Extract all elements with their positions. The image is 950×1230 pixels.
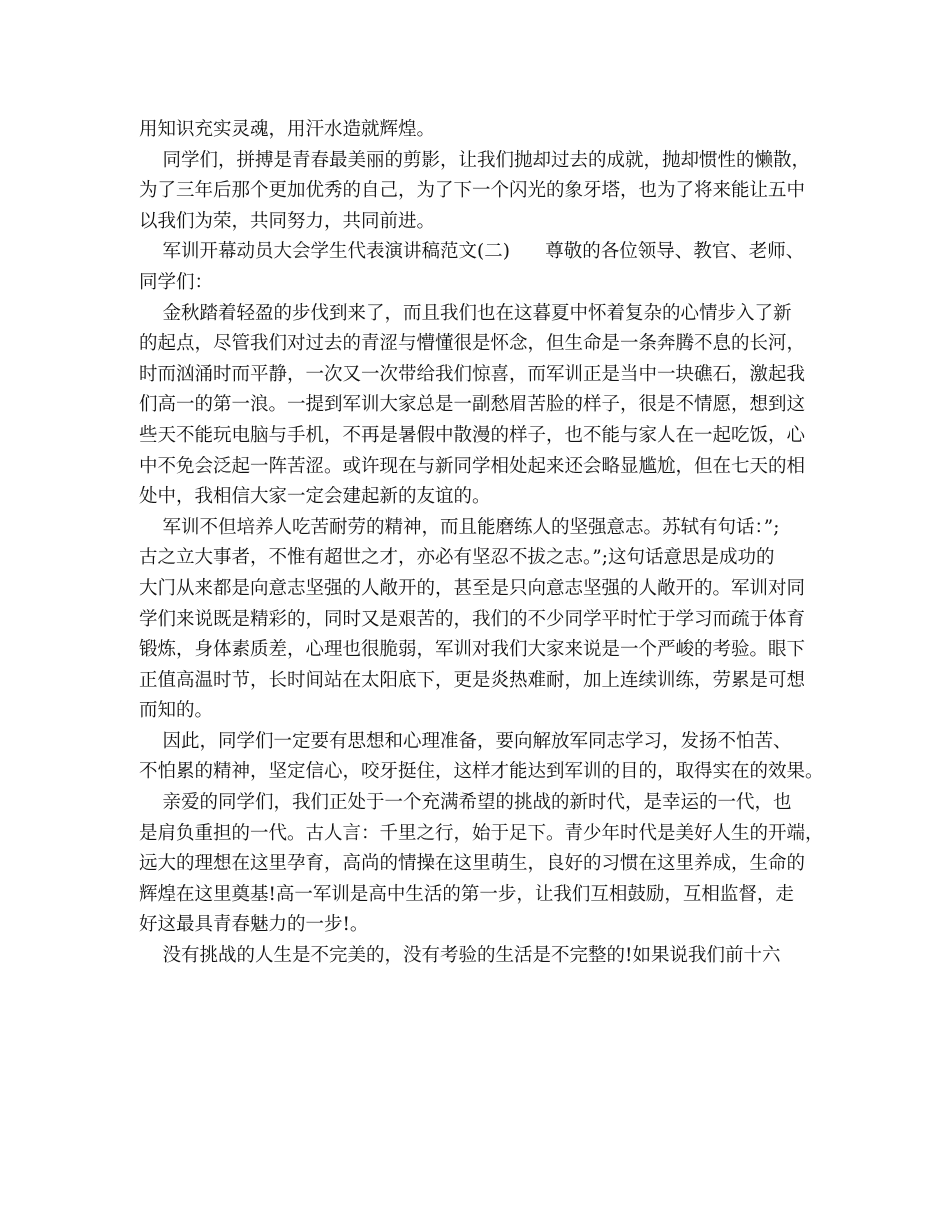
text-line: 为了三年后那个更加优秀的自己，为了下一个闪光的象牙塔，也为了将来能让五中 [139,180,806,202]
text-line: 古之立大事者，不惟有超世之才，亦必有坚忍不拔之志。”;这句话意思是成功的 [139,547,775,569]
text-line: 不怕累的精神，坚定信心，咬牙挺住，这样才能达到军训的目的，取得实在的效果。 [139,761,824,783]
text-line: 因此，同学们一定要有思想和心理准备，要向解放军同志学习，发扬不怕苦、 [139,730,792,752]
text-line: 中不免会泛起一阵苦涩。或许现在与新同学相处起来还会略显尴尬，但在七天的相 [139,455,806,477]
text-line: 军训不但培养人吃苦耐劳的精神，而且能磨练人的坚强意志。苏轼有句话：”; [139,516,780,538]
text-line: 亲爱的同学们，我们正处于一个充满希望的挑战的新时代，是幸运的一代，也 [139,792,792,814]
text-line: 金秋踏着轻盈的步伐到来了，而且我们也在这暮夏中怀着复杂的心情步入了新 [139,302,792,324]
text-line: 同学们，拼搏是青春最美丽的剪影，让我们抛却过去的成就，抛却惯性的懒散， [139,149,811,171]
text-line: 远大的理想在这里孕育，高尚的情操在这里萌生，良好的习惯在这里养成，生命的 [139,853,806,875]
text-line: 大门从来都是向意志坚强的人敞开的，甚至是只向意志坚强的人敞开的。军训对同 [139,577,806,599]
text-line: 同学们： [139,271,214,293]
text-line: 锻炼，身体素质差，心理也很脆弱，军训对我们大家来说是一个严峻的考验。眼下 [139,639,806,661]
text-line: 些天不能玩电脑与手机，不再是暑假中散漫的样子，也不能与家人在一起吃饭，心 [139,424,806,446]
text-line: 没有挑战的人生是不完美的，没有考验的生活是不完整的!如果说我们前十六 [139,945,781,967]
text-line: 的起点，尽管我们对过去的青涩与懵懂很是怀念，但生命是一条奔腾不息的长河， [139,333,806,355]
text-line: 而知的。 [139,700,214,722]
text-line: 学们来说既是精彩的，同时又是艰苦的，我们的不少同学平时忙于学习而疏于体育 [139,608,806,630]
text-line: 时而汹涌时而平静，一次又一次带给我们惊喜，而军训正是当中一块礁石，激起我 [139,363,806,385]
text-line: 用知识充实灵魂，用汗水造就辉煌。 [139,119,436,140]
text-line: 处中，我相信大家一定会建起新的友谊的。 [139,486,491,508]
text-line: 好这最具青春魅力的一步!。 [139,914,369,936]
text-line: 们高一的第一浪。一提到军训大家总是一副愁眉苦脸的样子，很是不情愿，想到这 [139,394,806,416]
text-line: 正值高温时节，长时间站在太阳底下，更是炎热难耐，加上连续训练，劳累是可想 [139,669,806,691]
section-heading-line: 军训开幕动员大会学生代表演讲稿范文(二) 尊敬的各位领导、教官、老师、 [139,241,805,263]
text-line: 辉煌在这里奠基!高一军训是高中生活的第一步，让我们互相鼓励，互相监督，走 [139,883,794,905]
document-body [139,115,829,972]
text-line: 是肩负重担的一代。古人言：千里之行，始于足下。青少年时代是美好人生的开端， [139,822,824,844]
text-line: 以我们为荣，共同努力，共同前进。 [139,210,436,232]
